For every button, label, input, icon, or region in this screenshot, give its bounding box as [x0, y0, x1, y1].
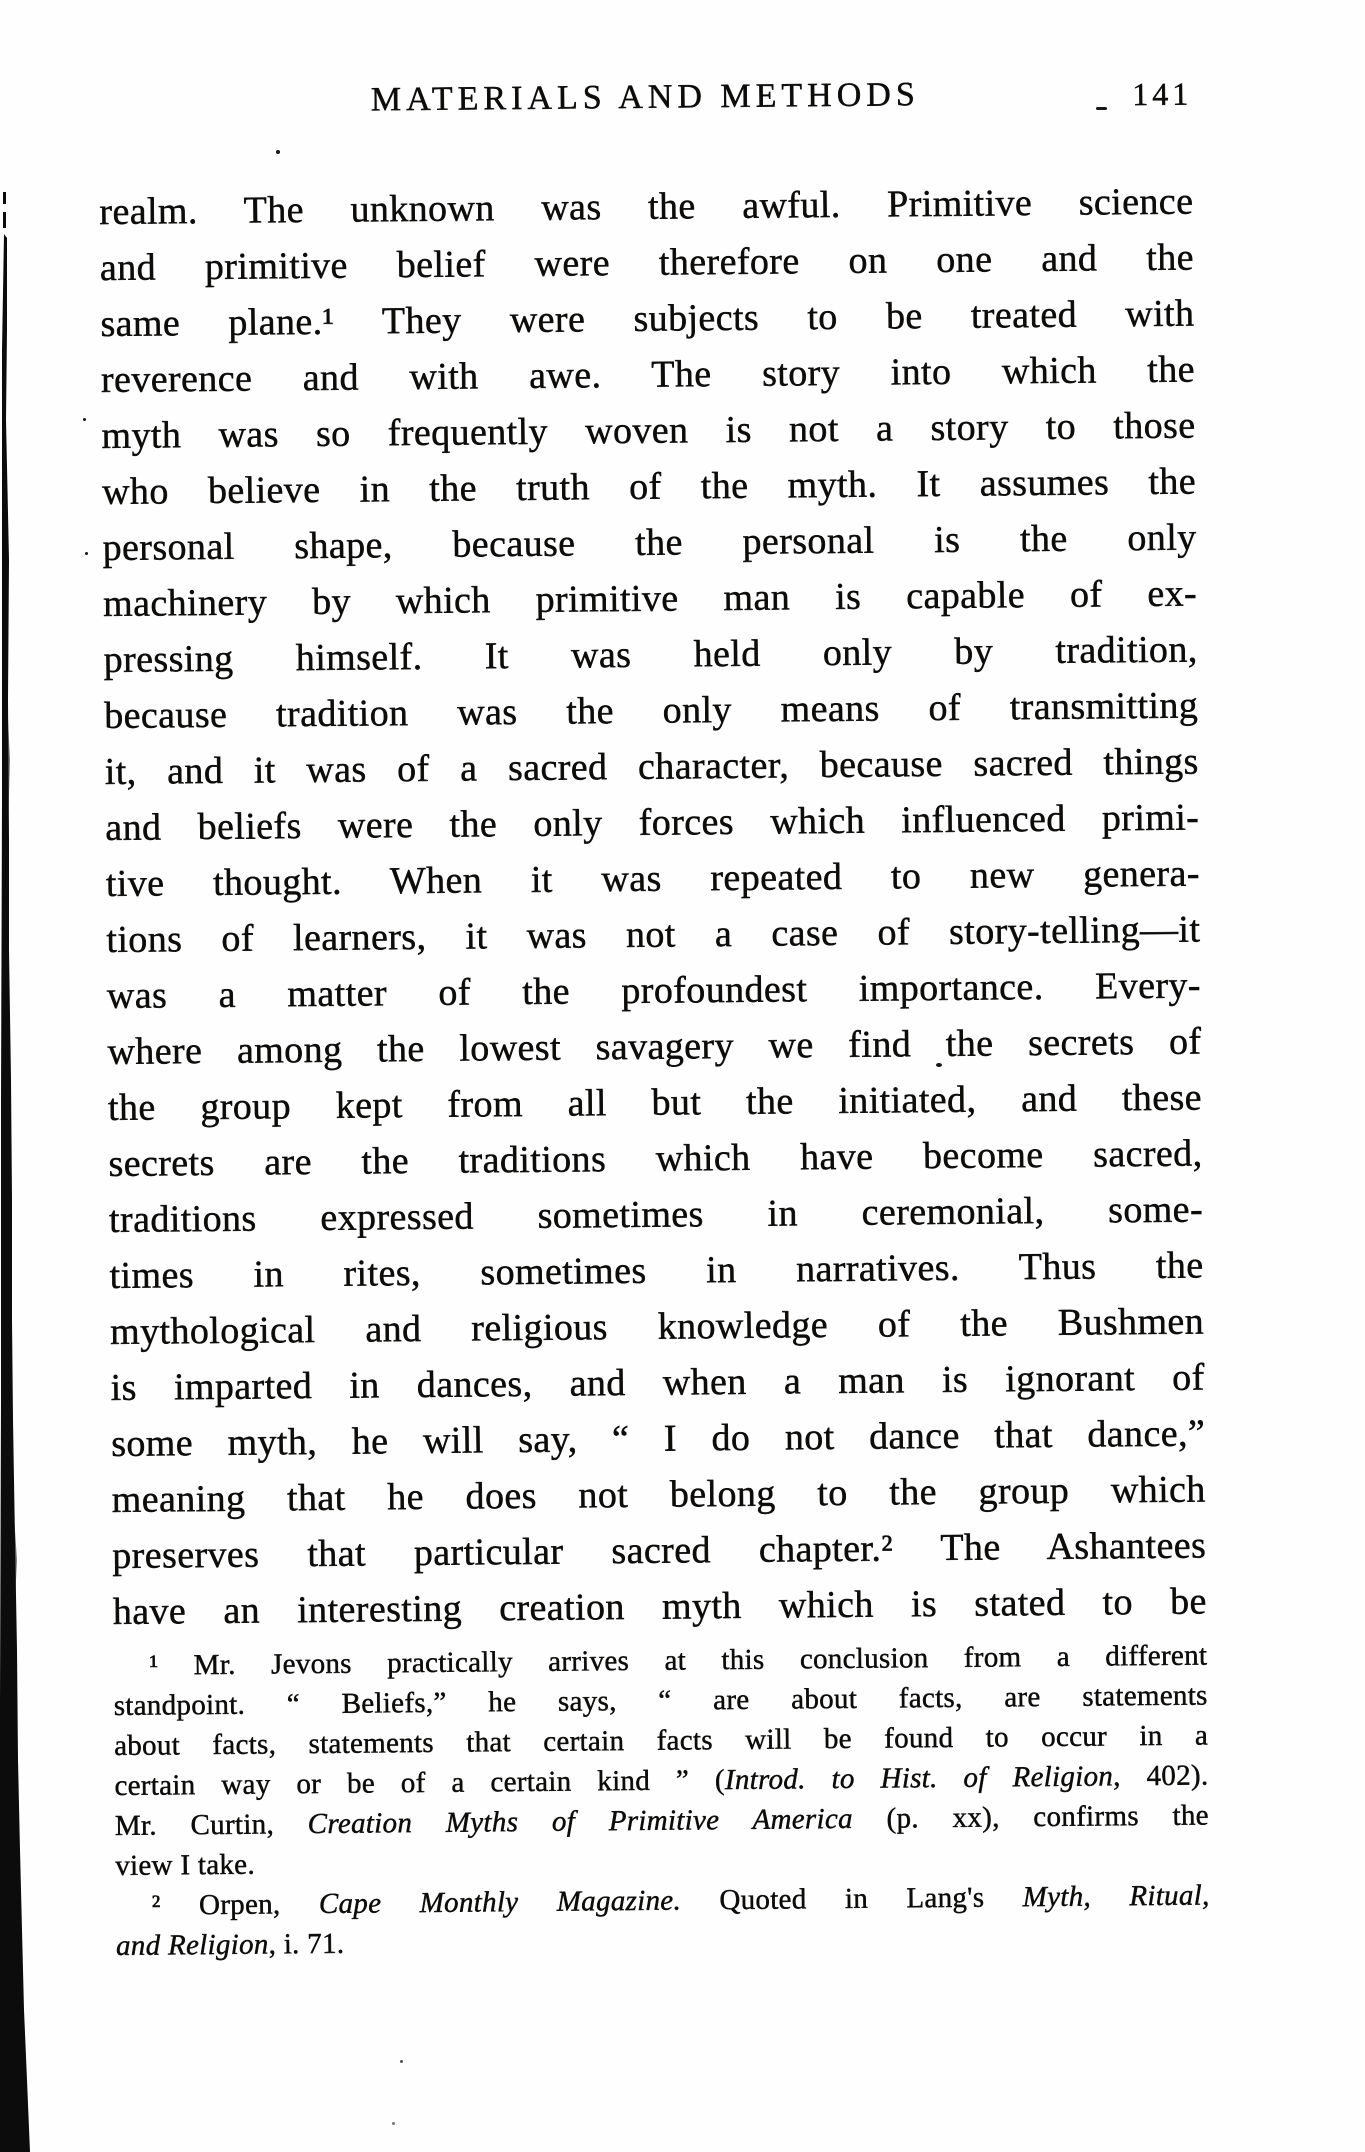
- body-line: who believe in the truth of the myth. It assumes the: [101, 460, 1197, 514]
- page-number: 141: [1132, 75, 1193, 113]
- body-line: where among the lowest savagery we find the secrets of: [107, 1020, 1202, 1074]
- body-line: machinery by which primitive man is capable of ex-: [102, 572, 1198, 626]
- footnote-line: ¹ Mr. Jevons practically arrives at this conclusion from a different: [149, 1639, 1208, 1682]
- footnote-citation-italic: Creation Myths of Primitive America: [307, 1802, 854, 1841]
- footnote-text: , 402).: [1112, 1759, 1209, 1793]
- body-line: myth was so frequently woven is not a story to those: [101, 404, 1196, 458]
- body-line: was a matter of the profoundest importance. Every-: [106, 964, 1202, 1018]
- body-line: mythological and religious knowledge of the Bushmen: [109, 1300, 1205, 1354]
- body-line: because tradition was the only means of transmitting: [104, 684, 1199, 738]
- body-line: personal shape, because the personal is the only: [102, 516, 1197, 570]
- body-line: pressing himself. It was held only by tradition,: [103, 628, 1198, 682]
- body-line: have an interesting creation myth which is stated to be: [112, 1580, 1207, 1634]
- footnote-citation-italic: Myth, Ritual,: [1022, 1879, 1210, 1914]
- footnote-text: , i. 71.: [268, 1927, 345, 1961]
- body-line: preserves that particular sacred chapter.² The Ashantees: [112, 1524, 1207, 1578]
- body-line: traditions expressed sometimes in ceremonial, some-: [108, 1188, 1204, 1242]
- body-line: secrets are the traditions which have become sacred,: [108, 1132, 1203, 1186]
- footnote-line: standpoint. “ Beliefs,” he says, “ are about facts, are statements: [113, 1679, 1208, 1723]
- body-line: times in rites, sometimes in narratives. Thus the: [109, 1244, 1204, 1298]
- footnotes: [113, 1636, 1210, 1966]
- footnote-citation-italic: and Religion: [115, 1928, 269, 1962]
- footnote-text: certain way or be of a certain kind ” (: [114, 1764, 726, 1802]
- running-header-title: MATERIALS AND METHODS: [370, 76, 920, 119]
- body-line: meaning that he does not belong to the group which: [111, 1468, 1206, 1522]
- footnote-text: (p. xx), confirms the: [852, 1799, 1210, 1835]
- body-line: it, and it was of a sacred character, because sacred things: [104, 740, 1199, 794]
- body-line: and primitive belief were therefore on one and the: [99, 236, 1195, 290]
- footnote-citation-italic: Introd. to Hist. of Religion: [724, 1760, 1114, 1797]
- body-line: the group kept from all but the initiated, and these: [107, 1076, 1203, 1130]
- footnote-text: Mr. Curtin,: [114, 1808, 308, 1842]
- body-text: [99, 174, 1207, 1640]
- footnote-text: ² Orpen,: [151, 1888, 320, 1922]
- body-line: same plane.¹ They were subjects to be treated with: [100, 292, 1195, 346]
- body-line: and beliefs were the only forces which influenced primi-: [105, 796, 1200, 850]
- body-line: tive thought. When it was repeated to new genera-: [105, 852, 1200, 906]
- footnote-line: view I take.: [115, 1848, 256, 1882]
- footnote-citation-italic: Cape Monthly Magazine.: [318, 1884, 682, 1921]
- body-line: reverence and with awe. The story into which the: [100, 348, 1196, 402]
- body-line: some myth, he will say, “ I do not dance that dance,”: [111, 1412, 1206, 1466]
- footnote-line: about facts, statements that certain facts will be found to occur in a: [113, 1719, 1209, 1762]
- body-line: is imparted in dances, and when a man is ignorant of: [110, 1356, 1205, 1410]
- body-line: tions of learners, it was not a case of story-telling—it: [106, 908, 1201, 962]
- footnote-text: Quoted in Lang's: [680, 1881, 1023, 1917]
- body-line: realm. The unknown was the awful. Primitive science: [99, 180, 1194, 234]
